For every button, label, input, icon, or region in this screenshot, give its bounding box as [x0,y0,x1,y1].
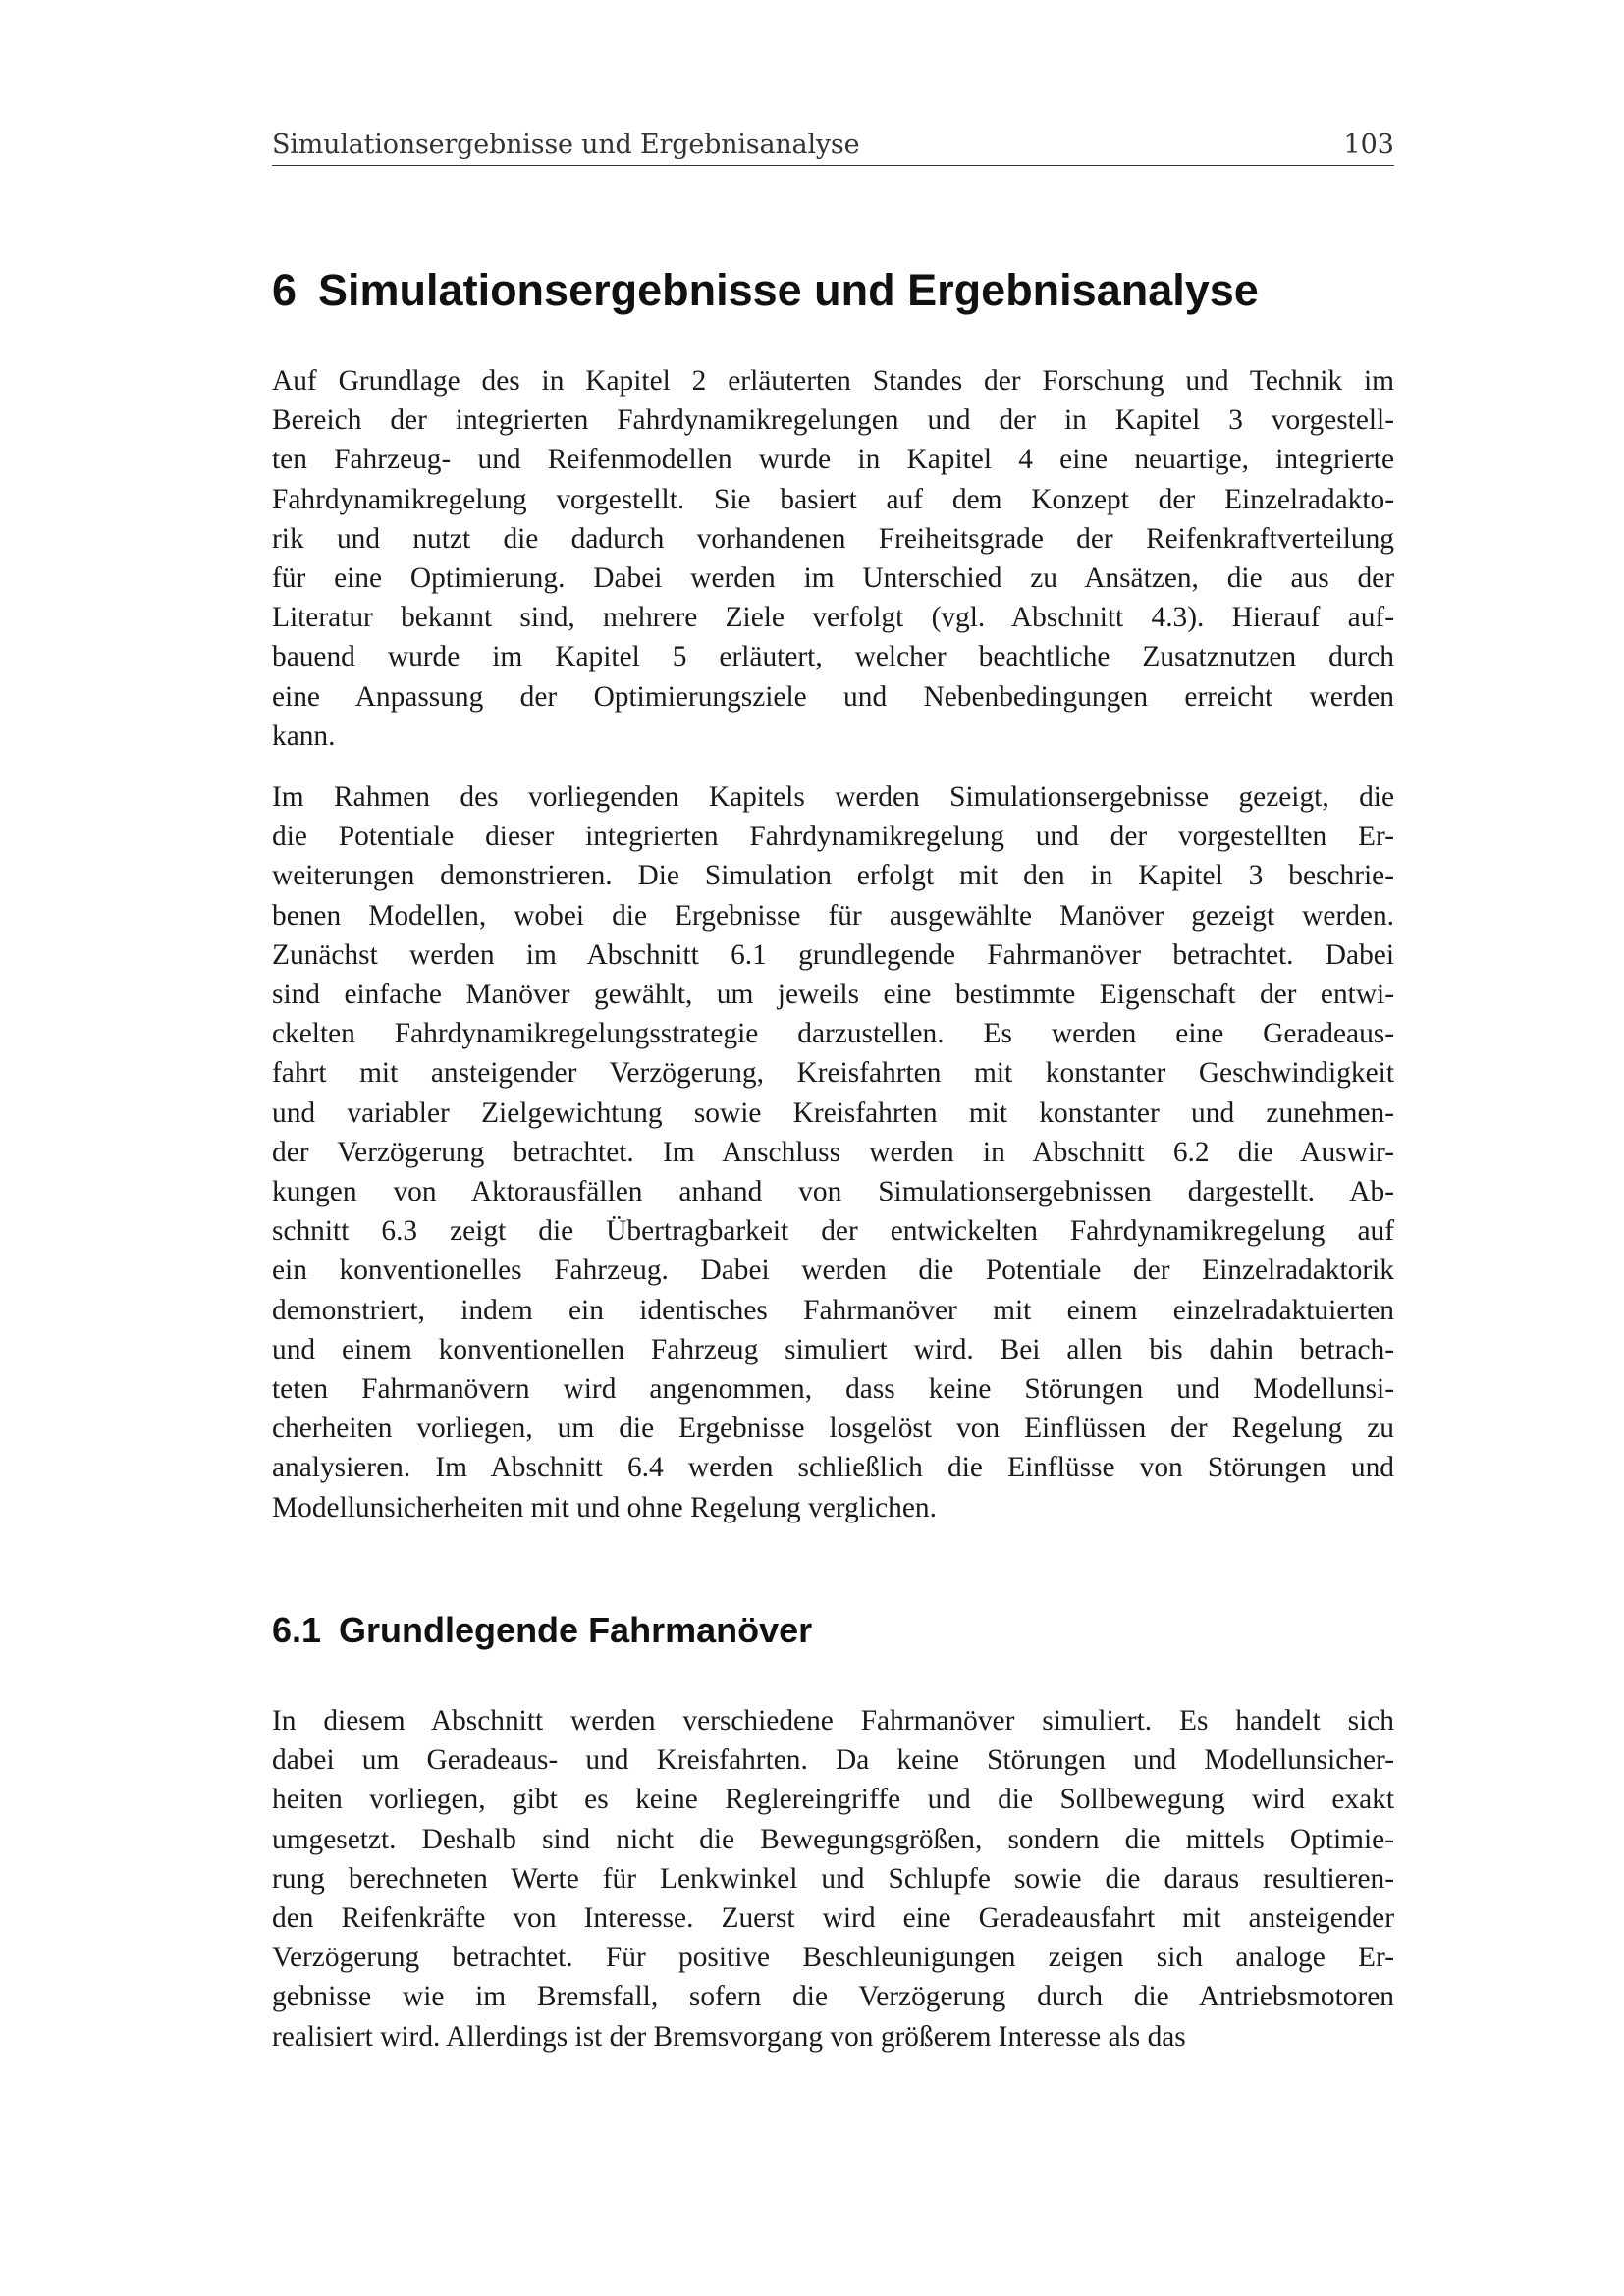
text-line: rik und nutzt die dadurch vorhandenen Freiheitsgrade der Reifenkraftverteilung [272,522,1394,555]
text-line: realisiert wird. Allerdings ist der Bremsvorgang von größerem Interesse als das [272,2020,1186,2053]
text-line: eine Anpassung der Optimierungsziele und Nebenbedingungen erreicht werden [272,680,1394,713]
paragraph-chapter-overview [272,777,1394,1527]
text-line: die Potentiale dieser integrierten Fahrdynamikregelung und der vorgestellten Er- [272,821,1394,853]
text-line: kann. [272,720,336,752]
text-line: In diesem Abschnitt werden verschiedene Fahrmanöver simuliert. Es handelt sich [272,1705,1394,1736]
text-line: schnitt 6.3 zeigt die Übertragbarkeit der entwickelten Fahrdynamikregelung auf [272,1215,1394,1248]
text-line: cherheiten vorliegen, um die Ergebnisse losgelöst von Einflüssen der Regelung zu [272,1413,1394,1445]
text-line: Fahrdynamikregelung vorgestellt. Sie basiert auf dem Konzept der Einzelradakto- [272,483,1394,515]
text-line: bauend wurde im Kapitel 5 erläutert, welcher beachtliche Zusatznutzen durch [272,641,1394,673]
text-line: für eine Optimierung. Dabei werden im Unterschied zu Ansätzen, die aus der [272,562,1394,595]
text-line: weiterungen demonstrieren. Die Simulation erfolgt mit den in Kapitel 3 beschrie- [272,860,1394,892]
text-line: Zunächst werden im Abschnitt 6.1 grundlegende Fahrmanöver betrachtet. Dabei [272,938,1394,971]
paragraph-intro [272,361,1394,756]
text-line: fahrt mit ansteigender Verzögerung, Kreisfahrten mit konstanter Geschwindigkeit [272,1057,1394,1090]
text-line: demonstriert, indem ein identisches Fahrmanöver mit einem einzelradaktuierten [272,1294,1394,1326]
text-line: ein konventionelles Fahrzeug. Dabei werden die Potentiale der Einzelradaktorik [272,1255,1394,1287]
text-line: analysieren. Im Abschnitt 6.4 werden schließlich die Einflüsse von Störungen und [272,1452,1394,1484]
section-title: Grundlegende Fahrmanöver [339,1610,813,1650]
text-line: sind einfache Manöver gewählt, um jeweils eine bestimmte Eigenschaft der entwi- [272,979,1394,1011]
text-line: Modellunsicherheiten mit und ohne Regelung verglichen. [272,1491,937,1523]
text-line: rung berechneten Werte für Lenkwinkel und Schlupfe sowie die daraus resultieren- [272,1862,1394,1895]
text-line: der Verzögerung betrachtet. Im Anschluss werden in Abschnitt 6.2 die Auswir- [272,1136,1394,1168]
page-header [272,126,1394,166]
running-title: Simulationsergebnisse und Ergebnisanalyse [272,130,860,160]
section-heading [272,1608,1394,1653]
text-line: ckelten Fahrdynamikregelungsstrategie darzustellen. Es werden eine Geradeaus- [272,1018,1394,1050]
chapter-title: Simulationsergebnisse und Ergebnisanalyse [318,265,1259,315]
text-line: gebnisse wie im Bremsfall, sofern die Verzögerung durch die Antriebsmotoren [272,1981,1394,2013]
text-line: umgesetzt. Deshalb sind nicht die Bewegungsgrößen, sondern die mittels Optimie- [272,1823,1394,1855]
paragraph-section-intro [272,1701,1394,2056]
text-line: Bereich der integrierten Fahrdynamikregelungen und der in Kapitel 3 vorgestell- [272,404,1394,437]
text-line: Literatur bekannt sind, mehrere Ziele verfolgt (vgl. Abschnitt 4.3). Hierauf auf- [272,602,1394,634]
section-number: 6.1 [272,1610,322,1650]
text-line: und einem konventionellen Fahrzeug simuliert wird. Bei allen bis dahin betrach- [272,1333,1394,1365]
text-line: benen Modellen, wobei die Ergebnisse für ausgewählte Manöver gezeigt werden. [272,899,1394,932]
text-line: heiten vorliegen, gibt es keine Reglereingriffe und die Sollbewegung wird exakt [272,1784,1394,1816]
text-line: Im Rahmen des vorliegenden Kapitels werden Simulationsergebnisse gezeigt, die [272,781,1394,813]
chapter-heading [272,263,1394,318]
text-line: und variabler Zielgewichtung sowie Kreisfahrten mit konstanter und zunehmen- [272,1096,1394,1129]
text-line: ten Fahrzeug- und Reifenmodellen wurde in Kapitel 4 eine neuartige, integrierte [272,444,1394,476]
chapter-number: 6 [272,265,298,315]
text-line: den Reifenkräfte von Interesse. Zuerst wird eine Geradeausfahrt mit ansteigender [272,1902,1394,1935]
text-line: Auf Grundlage des in Kapitel 2 erläuterten Standes der Forschung und Technik im [272,365,1394,397]
text-line: dabei um Geradeaus- und Kreisfahrten. Da keine Störungen und Modellunsicher- [272,1744,1394,1777]
text-line: teten Fahrmanövern wird angenommen, dass keine Störungen und Modellunsi- [272,1373,1394,1406]
text-line: Verzögerung betrachtet. Für positive Beschleunigungen zeigen sich analoge Er- [272,1942,1394,1974]
page-number: 103 [1343,130,1394,160]
text-line: kungen von Aktorausfällen anhand von Simulationsergebnissen dargestellt. Ab- [272,1176,1394,1208]
